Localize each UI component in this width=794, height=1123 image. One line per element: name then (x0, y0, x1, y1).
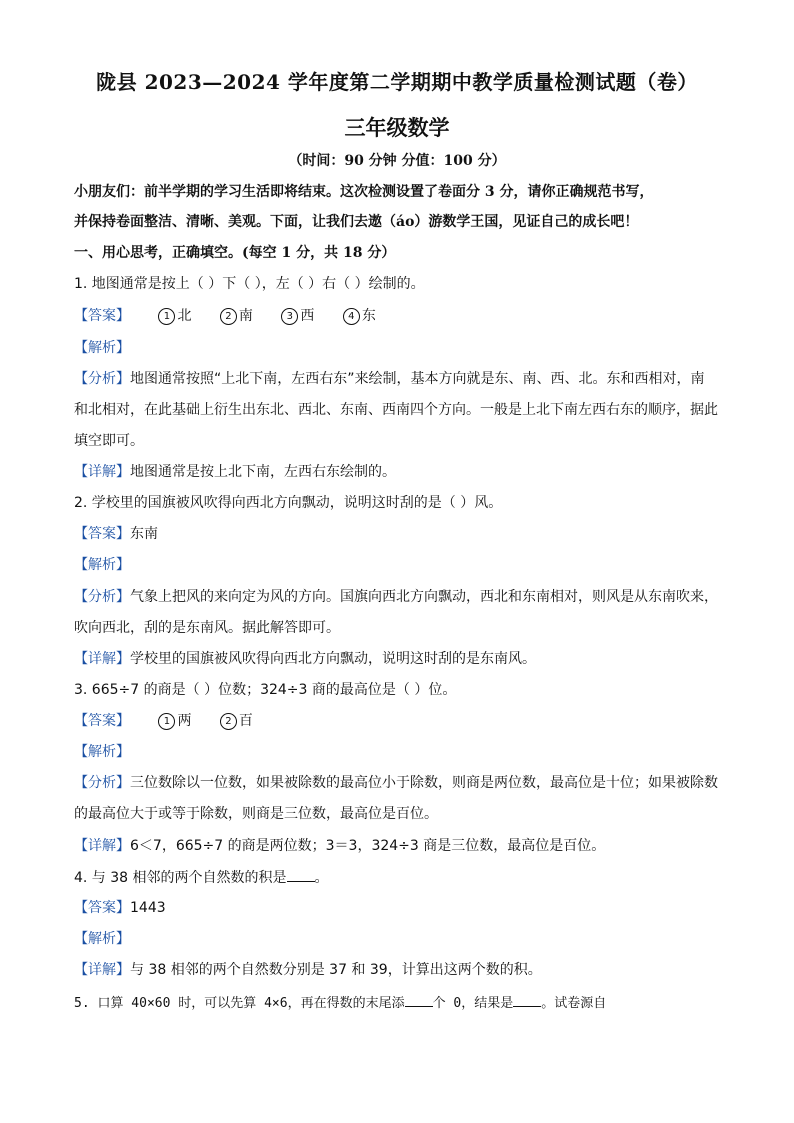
question-4: 4. 与 38 相邻的两个自然数的积是 。 (74, 867, 329, 888)
answer-item: 1 北 (158, 306, 191, 326)
analysis-heading: 【解析】 (74, 744, 130, 760)
analysis-heading: 【解析】 (74, 557, 130, 573)
answer-item: 2 南 (220, 306, 253, 326)
analysis-3-line-1: 【分析】三位数除以一位数，如果被除数的最高位小于除数，则商是两位数，最高位是十位；如果被除数 (74, 775, 718, 791)
intro-line-2: 并保持卷面整洁、清晰、美观。下面，让我们去遨（áo）游数学王国，见证自己的成长吧！ (74, 214, 639, 230)
question-1: 1. 地图通常是按上（ ）下（ ），左（ ）右（ ）绘制的。 (74, 276, 425, 292)
answer-tag: 【答案】 (74, 308, 130, 324)
analysis-1-line-3: 填空即可。 (74, 433, 144, 449)
answer-blank (405, 992, 433, 1007)
analysis-1-line-2: 和北相对，在此基础上衍生出东北、西北、东南、西南四个方向。一般是上北下南左西右东的顺序，据此 (74, 402, 718, 418)
intro-line-1: 小朋友们：前半学期的学习生活即将结束。这次检测设置了卷面分 3 分，请你正确规范书写， (74, 184, 654, 200)
answer-3: 【答案】 1 两 2 百 (74, 713, 253, 729)
analysis-2-line-1: 【分析】气象上把风的来向定为风的方向。国旗向西北方向飘动，西北和东南相对，则风是从东南吹来， (74, 589, 718, 605)
analysis-heading: 【解析】 (74, 931, 130, 947)
answer-item: 1 两 (158, 711, 191, 731)
exam-title: 陇县 2023—2024 学年度第二学期期中教学质量检测试题（卷） (96, 70, 698, 94)
analysis-3-line-2: 的最高位大于或等于除数，则商是三位数，最高位是百位。 (74, 806, 438, 822)
answer-blank (513, 992, 541, 1007)
detail-2: 【详解】学校里的国旗被风吹得向西北方向飘动，说明这时刮的是东南风。 (74, 651, 536, 667)
answer-4: 【答案】1443 (74, 900, 166, 916)
detail-1: 【详解】地图通常是按上北下南，左西右东绘制的。 (74, 464, 396, 480)
question-2: 2. 学校里的国旗被风吹得向西北方向飘动，说明这时刮的是（ ）风。 (74, 495, 503, 511)
section-heading: 一、用心思考，正确填空。(每空 1 分，共 18 分） (74, 245, 396, 261)
exam-subject: 三年级数学 (344, 115, 450, 140)
answer-item: 3 西 (281, 306, 314, 326)
question-5: 5. 口算 40×60 时，可以先算 4×6，再在得数的末尾添 个 0，结果是 。试卷源自 (74, 992, 606, 1014)
answer-item: 2 百 (220, 711, 253, 731)
analysis-heading: 【解析】 (74, 340, 130, 356)
question-3: 3. 665÷7 的商是（ ）位数；324÷3 商的最高位是（ ）位。 (74, 682, 457, 698)
analysis-1-line-1: 【分析】地图通常按照“上北下南，左西右东”来绘制，基本方向就是东、南、西、北。东和西相对，南 (74, 371, 705, 387)
detail-4: 【详解】与 38 相邻的两个自然数分别是 37 和 39，计算出这两个数的积。 (74, 962, 542, 978)
answer-2: 【答案】东南 (74, 526, 158, 542)
exam-time-score: （时间：90 分钟 分值：100 分） (288, 153, 506, 169)
answer-item: 4 东 (343, 306, 376, 326)
detail-3: 【详解】6＜7，665÷7 的商是两位数；3＝3，324÷3 商是三位数，最高位是百位。 (74, 838, 606, 854)
answer-blank (287, 867, 315, 882)
analysis-2-line-2: 吹向西北，刮的是东南风。据此解答即可。 (74, 620, 340, 636)
answer-1 (74, 306, 376, 326)
